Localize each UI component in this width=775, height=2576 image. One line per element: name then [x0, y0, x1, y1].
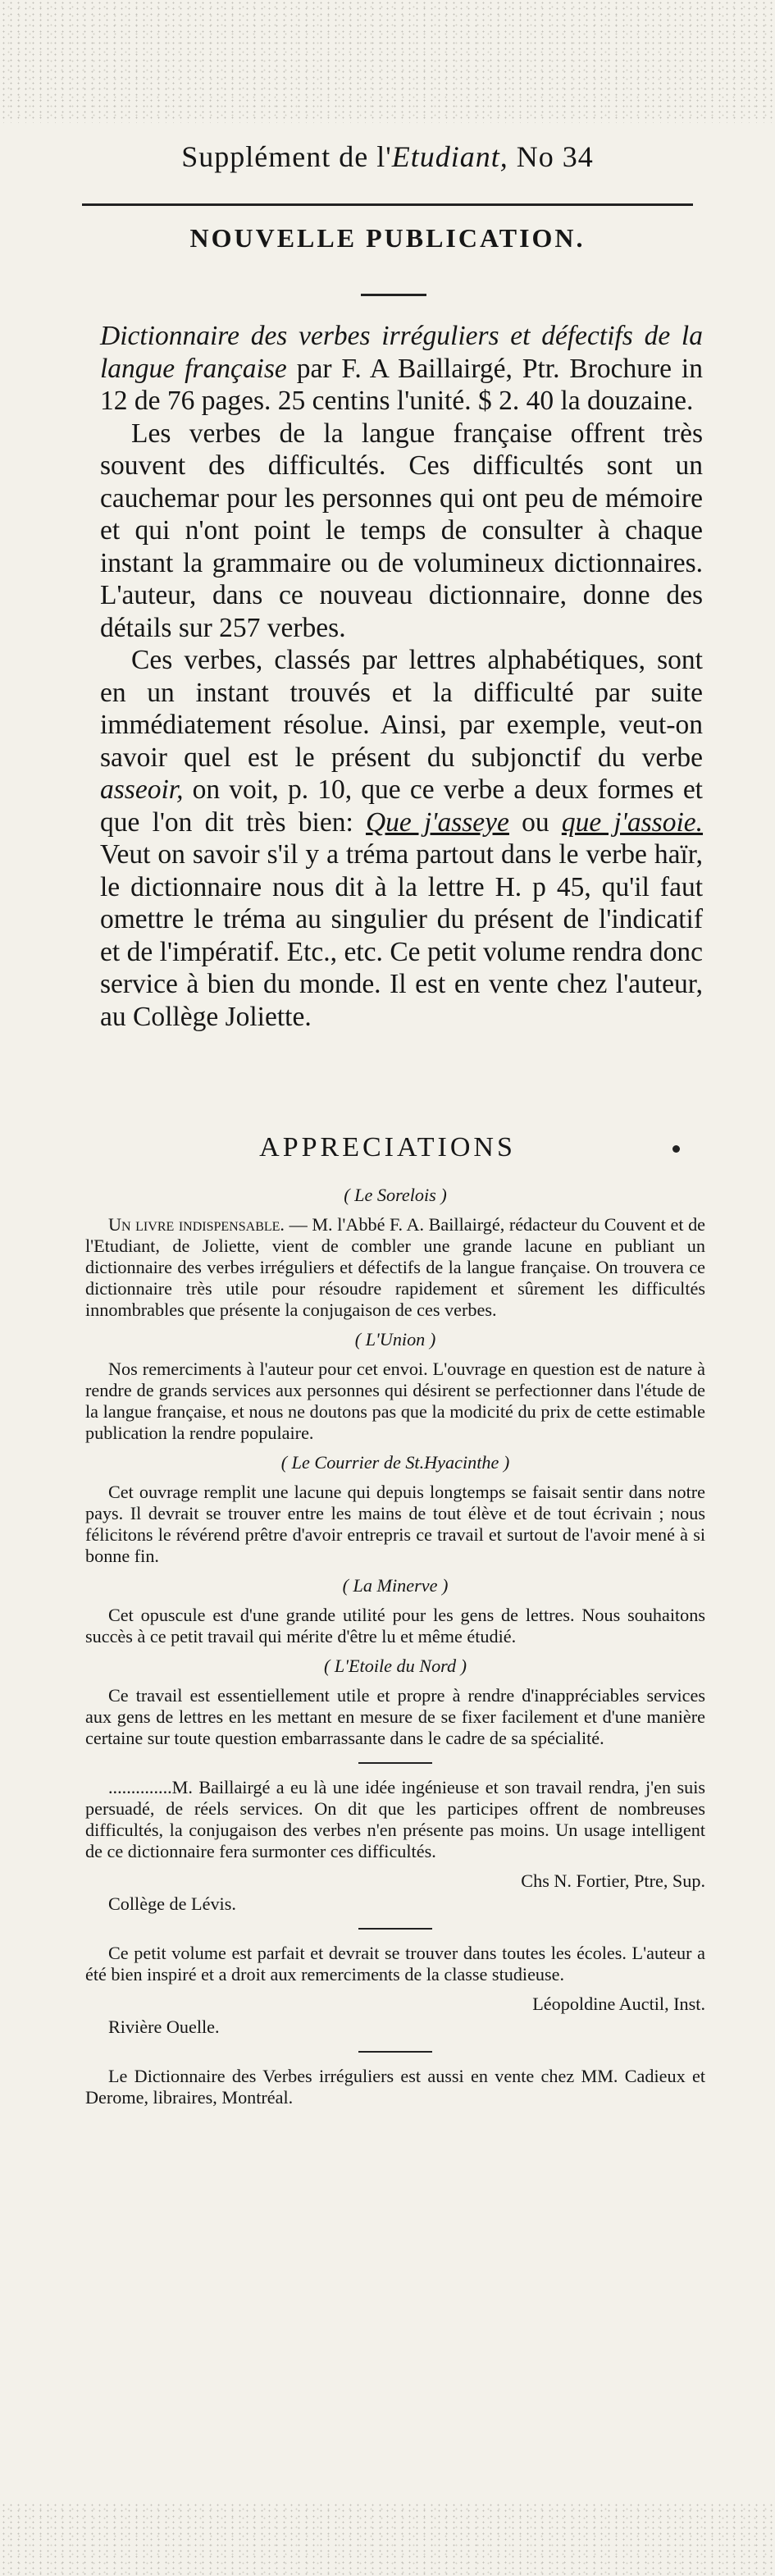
- appreciations-heading: APPRECIATIONS: [259, 1132, 516, 1162]
- main-article: [100, 320, 703, 1033]
- review-source-union: ( L'Union ): [354, 1329, 436, 1350]
- p3-or: ou: [508, 806, 562, 838]
- review-source-minerve: ( La Minerve ): [342, 1575, 449, 1596]
- bullet-icon: [672, 1145, 680, 1153]
- p3-text-b: on voit, p. 10, que ce verbe a deux formes et que l'on dit très bien:: [100, 774, 703, 838]
- book-title: Dictionnaire des verbes irréguliers et défectifs de la langue française: [100, 321, 703, 384]
- supplement-header: [0, 139, 775, 174]
- review-sorelois: [85, 1214, 705, 1321]
- sales-footnote: Le Dictionnaire des Verbes irréguliers est aussi en vente chez MM. Cadieux et Derome, libraires, Montréal.: [85, 2066, 705, 2108]
- title-rule: [361, 294, 426, 296]
- review-ouelle: Ce petit volume est parfait et devrait se trouver dans toutes les écoles. L'auteur a été bien inspiré et a droit aux remerciments de la classe studieuse.: [85, 1943, 705, 1985]
- review-courrier: Cet ouvrage remplit une lacune qui depuis longtemps se faisait sentir dans notre pays. Il devrait se trouver entre les mains de tout élève et de tout écrivain ; nous félicitons le révérend prêtre d'avoir entrepris ce travail et surtout de l'avoir mené à si bonne fin.: [85, 1482, 705, 1566]
- p3-form-2: que j'assoie.: [561, 806, 704, 838]
- page-title: NOUVELLE PUBLICATION.: [189, 223, 586, 253]
- article-paragraph-1: [100, 320, 703, 418]
- book-details: par F. A Baillairgé, Ptr. Brochure in 12 de 76 pages. 25 centins l'unité. $ 2. 40 la douzaine.: [100, 353, 703, 416]
- place-ouelle: Rivière Ouelle.: [108, 2016, 220, 2037]
- review-lead: Un livre indispensable.: [108, 1214, 285, 1235]
- review-source-courrier: ( Le Courrier de St.Hyacinthe ): [280, 1452, 510, 1473]
- review-sorelois-text: — M. l'Abbé F. A. Baillairgé, rédacteur du Couvent et de l'Etudiant, de Joliette, vient de combler une grande lacune en publiant un dictionnaire des verbes irréguliers et défectifs de la langue française. On trouvera ce dictionnaire très utile pour résoudre rapidement et sûrement les difficultés innombrables que présente la conjugaison de ces verbes.: [85, 1214, 706, 1320]
- p3-text-c: Veut on savoir s'il y a tréma partout dans le verbe haïr, le dictionnaire nous dit à la lettre H. p 45, qu'il faut omettre le tréma au singulier du présent de l'indicatif et de l'impératif. Etc., etc. Ce petit volume rendra donc service à bien du monde. Il est en vente chez l'auteur, au Collège Joliette.: [100, 839, 703, 1032]
- header-rule: [82, 203, 693, 206]
- signature-ouelle: Léopoldine Auctil, Inst.: [532, 1994, 705, 2014]
- section-rule: [358, 1762, 432, 1764]
- place-levis: Collège de Lévis.: [108, 1893, 236, 1914]
- section-rule-3: [358, 2051, 432, 2053]
- scan-noise-top: [0, 0, 775, 123]
- review-etoile: Ce travail est essentiellement utile et propre à rendre d'inappréciables services aux gens de lettres en les mettant en mesure de se fixer facilement et d'une manière certaine sur toute question embarrassante dans le cadre de sa spécialité.: [85, 1685, 705, 1748]
- review-minerve: Cet opuscule est d'une grande utilité pour les gens de lettres. Nous souhaitons succès à ce petit travail qui mérite d'être lu et même étudié.: [85, 1605, 705, 1647]
- signature-levis: Chs N. Fortier, Ptre, Sup.: [521, 1870, 705, 1891]
- review-source-sorelois: ( Le Sorelois ): [344, 1185, 447, 1205]
- section-rule-2: [358, 1928, 432, 1930]
- article-paragraph-2: Les verbes de la langue française offrent très souvent des difficultés. Ces difficultés sont un cauchemar pour les personnes qui ont peu de mémoire et qui n'ont point le temps de consulter à chaque instant la grammaire ou de volumineux dictionnaires. L'auteur, dans ce nouveau dictionnaire, donne des détails sur 257 verbes.: [100, 418, 703, 643]
- review-levis: ..............M. Baillairgé a eu là une idée ingénieuse et son travail rendra, j'en suis persuadé, de réels services. On dit que les participes offrent de nombreuses difficultés, la conjugaison des verbes n'en présente pas moins. Un usage intelligent de ce dictionnaire fera surmonter ces difficultés.: [85, 1777, 705, 1861]
- p3-form-1: Que j'asseye: [365, 806, 509, 838]
- scan-noise-bottom: [0, 2502, 775, 2576]
- article-paragraph-3: [100, 644, 703, 1033]
- p3-verb: asseoir,: [100, 774, 184, 805]
- issue-number: No 34: [516, 140, 594, 173]
- p3-text-a: Ces verbes, classés par lettres alphabétiques, sont en un instant trouvés et la difficulté par suite immédiatement résolue. Ainsi, par exemple, veut-on savoir quel est le présent du subjonctif du verbe: [100, 645, 703, 773]
- review-union: Nos remerciments à l'auteur pour cet envoi. L'ouvrage en question est de nature à rendre de grands services aux personnes qui désirent se perfectionner dans l'étude de la langue française, et nous ne doutons pas que la modicité du prix de cette estimable publication la rendre populaire.: [85, 1359, 705, 1443]
- supplement-prefix: Supplément de l': [181, 140, 392, 173]
- review-source-etoile: ( L'Etoile du Nord ): [323, 1656, 467, 1676]
- reviews-section: [85, 1180, 705, 2108]
- journal-name: Etudiant,: [391, 140, 508, 173]
